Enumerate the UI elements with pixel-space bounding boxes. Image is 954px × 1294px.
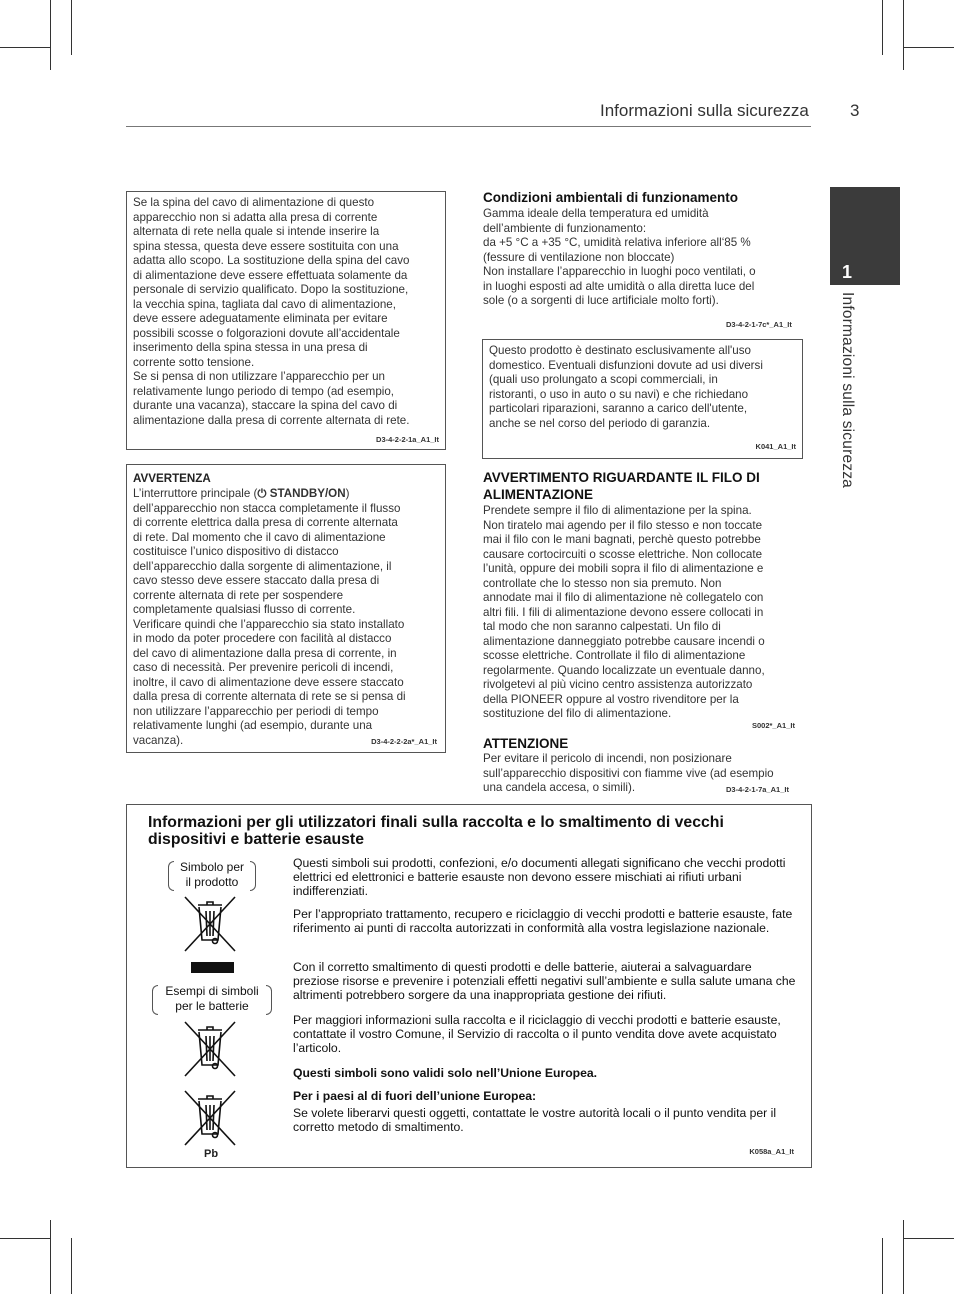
reference-code: D3-4-2-2-1a_A1_It [376,435,439,444]
crop-mark [50,1220,51,1294]
eu-paragraph-4: Per maggiori informazioni sulla raccolta e il riciclaggio di vecchi prodotti e batterie esauste, contattate il vostro Comune, il Servizio di raccolta o il punto vendita dove avete acquistato l’articolo. [293,1013,781,1056]
crop-mark [903,1238,954,1239]
plug-replacement-box [126,191,446,450]
battery-pb-bin-icon [179,1089,241,1147]
power-cord-heading: AVVERTIMENTO RIGUARDANTE IL FILO DI ALIMENTAZIONE [483,470,760,502]
eu-paragraph-6: Se volete liberarvi questi oggetti, contattate le vostre autorità locali o il punto vendita per il corretto metodo di smaltimento. [293,1106,777,1135]
reference-code: D3-4-2-1-7a_A1_It [726,785,789,794]
crop-mark [50,0,51,70]
domestic-use-box [482,339,803,459]
eu-disposal-title: Informazioni per gli utilizzatori finali sulla raccolta e lo smaltimento di vecchi dispositivi e batterie esauste [148,814,724,848]
pb-label: Pb [204,1148,219,1160]
conditions-text: Gamma ideale della temperatura ed umidità dell’ambiente di funzionamento: da +5 °C a +35 °C, umidità relativa inferiore all‘85 % (fessure di ventilazione non bloccate) Non installare l’apparecchio in luoghi poco ventilati, o in luoghi esposti ad alte umidità o alla diretta luce del sole (o a sorgenti di luce artificiale molto forti). [483,207,756,307]
crop-mark [903,1220,904,1294]
reference-code: D3-4-2-1-7c*_A1_It [726,320,792,329]
header-divider [126,126,811,127]
crop-mark [0,47,50,48]
eu-paragraph-1: Questi simboli sui prodotti, confezioni, e/o documenti allegati significano che vecchi prodotti elettrici ed elettronici e batterie esauste non devono essere mischiati ai rifiuti urbani indifferenziati. [293,856,786,899]
crop-mark [0,1238,50,1239]
product-symbol-label: Simbolo per il prodotto [174,860,250,890]
caution-text: Per evitare il pericolo di incendi, non posizionare sull’apparecchio dispositivi con fiamme vive (ad esempio una candela accesa, o simili). [483,752,774,794]
page-header-title: Informazioni sulla sicurezza [600,101,809,120]
crop-mark [903,0,904,70]
eu-paragraph-3: Con il corretto smaltimento di questi prodotti e delle batterie, aiuterai a salvaguardare preziose risorse e prevenire i potenziali effetti negativi sull’ambiente e sulla salute umana che altrimenti potrebbero sorgere da una inappropriata gestione dei rifiuti. [293,960,796,1003]
chapter-number: 1 [842,262,853,282]
plug-replacement-text: Se la spina del cavo di alimentazione di questo apparecchio non si adatta alla presa di corrente alternata di rete nella quale si intende inserire la spina stessa, questa deve essere sostituita con una adatta allo scopo. La sostituzione della spina del cavo di alimentazione deve essere effettuata solamente da personale di servizio qualificato. Dopo la sostituzione, la vecchia spina, tagliata dal cavo di alimentazione, deve essere adeguatamente eliminata per evitare possibili scosse o folgorazioni dovute all’accidentale inserimento della spina stessa in una presa di corrente sotto tensione. Se si pensa di non utilizzare l’apparecchio per un relativamente lungo periodo di tempo (ad esempio, durante una vacanza), staccare la spina del cavo di alimentazione dalla presa di corrente alternata di rete. [133,196,410,427]
product-bar-symbol [191,962,234,973]
reference-code: K058a_A1_It [749,1147,794,1156]
eu-disposal-box [126,804,812,1168]
domestic-use-text: Questo prodotto è destinato esclusivamente all'uso domestico. Eventuali disfunzioni dovute ad usi diversi (quali uso prolungato a scopi commerciali, in ristoranti, o uso in auto o su navi) e che richiedano particolari riparazioni, saranno a carico dell'utente, anche se nel corso del periodo di garanzia. [489,344,763,430]
reference-code: K041_A1_It [755,442,796,451]
battery-bin-icon [179,1020,241,1078]
battery-symbol-label: Esempi di simboli per le batterie [158,984,266,1014]
page-number: 3 [850,101,860,120]
reference-code: S002*_A1_It [752,721,795,730]
warning-text: L’interruttore principale (⏻ STANDBY/ON) dell’apparecchio non stacca completamente il flusso di corrente elettrica dalla presa di corrente alternata di rete. Dal momento che il cavo di alimentazione costituisce l’unico dispositivo di distacco dell’apparecchio dalla sorgente di alimentazione, il cavo stesso deve essere staccato dalla presa di corrente alternata di rete per sospendere completamente qualsiasi flusso di corrente. Verificare quindi che l’apparecchio sia stato installato in modo da poter procedere con facilità al distacco del cavo di alimentazione dalla presa di corrente, in caso di necessità. Per prevenire pericoli di incendi, inoltre, il cavo di alimentazione deve essere staccato dalla presa di corrente alternata di rete se si pensa di non utilizzare l’apparecchio per periodi di tempo relativamente lunghi (ad esempio, durante una vacanza). [133,486,406,747]
caution-heading: ATTENZIONE [483,736,569,751]
warning-heading: AVVERTENZA [133,472,211,485]
chapter-side-label: Informazioni sulla sicurezza [839,292,856,488]
crossed-bin-icon [179,895,241,953]
crop-mark [882,0,883,55]
warning-box [126,464,446,753]
crop-mark [903,47,954,48]
conditions-heading: Condizioni ambientali di funzionamento [483,190,738,205]
reference-code: D3-4-2-2-2a*_A1_It [371,737,437,746]
crop-mark [71,0,72,55]
standby-label: STANDBY/ON [269,487,346,500]
eu-paragraph-2: Per l’appropriato trattamento, recupero e riciclaggio di vecchi prodotti e batterie esauste, fate riferimento ai punti di raccolta autorizzati in conformità alla vostra legislazione nazionale. [293,907,793,936]
crop-mark [882,1238,883,1294]
power-cord-text: Prendete sempre il filo di alimentazione per la spina. Non tiratelo mai agendo per il filo stesso e non toccate mai il filo con le mani bagnati, perchè questo potrebbe causare cortocircuiti o scosse elettriche. Non collocate l’unità, oppure dei mobili sopra il filo di alimentazione e controllate che lo stesso non sia premuto. Non annodate mai il filo di alimentazione nè collegatelo con altri fili. I fili di alimentazione devono essere collocati in tal modo che non saranno calpestati. Un filo di alimentazione danneggiato potrebbe causare incendi o scosse elettriche. Controllate il filo di alimentazione regolarmente. Quando localizzate un eventuale danno, rivolgetevi al più vicino centro assistenza autorizzato della PIONEER oppure al vostro rivenditore per la sostituzione del filo di alimentazione. [483,504,765,720]
crop-mark [71,1238,72,1294]
chapter-tab [830,187,900,285]
eu-paragraph-5: Questi simboli sono validi solo nell’Unione Europea. [293,1066,598,1080]
eu-non-eu-heading: Per i paesi al di fuori dell’unione Europea: [293,1089,537,1103]
standby-icon: ⏻ [257,486,267,500]
